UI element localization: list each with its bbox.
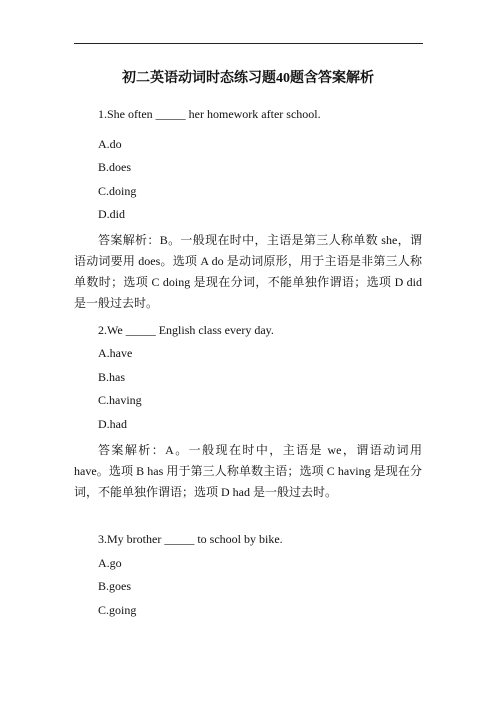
- question-1-option-a: A.do: [98, 137, 122, 151]
- question-2-option-c: C.having: [98, 393, 142, 407]
- question-1-option-b: B.does: [98, 160, 131, 174]
- question-1-option-c: C.doing: [98, 184, 137, 198]
- question-1-option-d: D.did: [98, 207, 125, 221]
- question-3-stem: 3.My brother _____ to school by bike.: [98, 532, 283, 546]
- question-2-analysis: 答案解析：A。一般现在时中，主语是 we，谓语动词用 have。选项 B has 用于第三人称单数主语；选项 C having 是现在分词，不能单独作谓语；选项 D had 是一般过去时。: [74, 443, 422, 499]
- question-1-stem: 1.She often _____ her homework after school.: [98, 107, 321, 121]
- header-rule: [74, 43, 423, 44]
- document-title: 初二英语动词时态练习题40题含答案解析: [122, 71, 374, 86]
- question-2-option-d: D.had: [98, 417, 127, 431]
- question-3-option-a: A.go: [98, 556, 122, 570]
- question-1-analysis: 答案解析：B。一般现在时中，主语是第三人称单数 she，谓语动词要用 does。选项 A do 是动词原形，用于主语是非第三人称单数时；选项 C doing 是现在分词，不能单独作谓语；选项 D did 是一般过去时。: [74, 233, 422, 310]
- question-2-option-b: B.has: [98, 370, 125, 384]
- question-2-option-a: A.have: [98, 346, 133, 360]
- question-2-stem: 2.We _____ English class every day.: [98, 323, 274, 337]
- question-3-option-b: B.goes: [98, 579, 131, 593]
- question-3-option-c: C.going: [98, 603, 137, 617]
